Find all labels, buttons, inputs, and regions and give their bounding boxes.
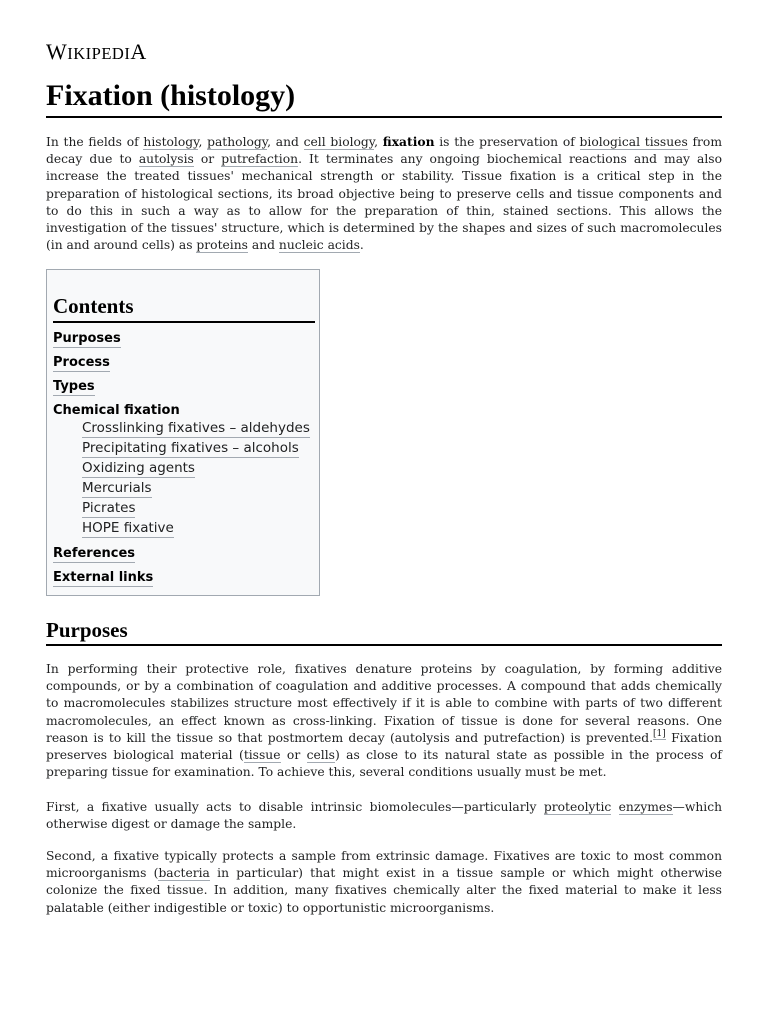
toc-subitem-oxidizing[interactable]: Oxidizing agents: [82, 460, 195, 476]
link-autolysis[interactable]: autolysis: [138, 152, 194, 167]
toc-subitem-mercurials[interactable]: Mercurials: [82, 480, 152, 496]
text: First, a fixative usually acts to disable intrinsic biomolecules—particularly: [46, 800, 544, 814]
text: in particular) that might exist in a tissue sample or which might otherwise colonize the fixed tissue. In addition, many fixatives chemically alter the fixed material to make it less palatable (either indigestible or toxic) to opportunistic microorganisms.: [46, 866, 723, 915]
toc-title: Contents: [53, 293, 315, 323]
toc-item-external-links[interactable]: External links: [53, 570, 154, 585]
text: ,: [198, 135, 208, 149]
text: Second, a fixative typically protects a sample from extrinsic damage. Fixatives are toxic to most common microorganisms (: [46, 849, 722, 881]
text: or: [280, 748, 307, 763]
text: or: [193, 152, 222, 167]
link-pathology[interactable]: pathology: [207, 135, 268, 149]
text: from decay due to: [46, 135, 722, 167]
toc-item-chemical-fixation[interactable]: Chemical fixation: [53, 403, 180, 418]
text: .: [359, 238, 364, 253]
logo-letter-w: W: [46, 39, 68, 64]
link-biological-tissues[interactable]: biological tissues: [579, 135, 688, 149]
logo-letter-a: A: [130, 39, 147, 64]
link-tissue[interactable]: tissue: [243, 748, 281, 763]
text: , and: [267, 135, 304, 149]
wikipedia-logo[interactable]: [46, 40, 147, 66]
link-cells[interactable]: cells: [306, 748, 335, 763]
link-enzymes[interactable]: enzymes: [618, 800, 673, 814]
link-cell-biology[interactable]: cell biology: [303, 135, 375, 149]
toc-subitem-precipitating[interactable]: Precipitating fixatives – alcohols: [82, 440, 299, 456]
text: In performing their protective role, fixatives denature proteins by coagulation, by forming additive compounds, or by a combination of coagulation and additive processes. A compound that adds chemically to macromolecules stabilizes structure most effectively if it is able to combine with parts of two different macromolecules, an effect known as cross-linking. Fixation of tissue is done for several reasons. One reason is to kill the tissue so that postmortem decay (autolysis and putrefaction) is prevented.: [46, 662, 722, 745]
toc-subitem-crosslinking[interactable]: Crosslinking fixatives – aldehydes: [82, 420, 310, 436]
purposes-paragraph-1: [46, 661, 722, 781]
text: is the preservation of: [434, 135, 580, 149]
toc-item-purposes[interactable]: Purposes: [53, 331, 121, 346]
text: ) as close to its natural state as possible in the process of preparing tissue for examination. To achieve this, several conditions usually must be met.: [46, 748, 722, 780]
page-title: Fixation (histology): [46, 78, 722, 118]
toc-item-process[interactable]: Process: [53, 355, 110, 370]
text: —which otherwise digest or damage the sample.: [46, 800, 722, 832]
logo-letters: IKIPEDI: [67, 44, 131, 63]
purposes-paragraph-3: [46, 848, 722, 917]
text: Fixation preserves biological material (: [46, 730, 722, 763]
link-nucleic-acids[interactable]: nucleic acids: [278, 238, 360, 253]
toc-item-types[interactable]: Types: [53, 379, 95, 394]
text: ,: [374, 135, 383, 149]
toc-subitem-hope-fixative[interactable]: HOPE fixative: [82, 520, 174, 536]
section-heading-purposes: Purposes: [46, 617, 722, 646]
text: and: [247, 238, 279, 253]
text: [611, 800, 618, 814]
term-fixation: fixation: [382, 134, 435, 149]
link-bacteria[interactable]: bacteria: [158, 866, 210, 881]
text: . It terminates any ongoing biochemical reactions and may also increase the treated tissues' mechanical strength or stability. Tissue fixation is a critical step in the preparation of histological sections, its broad objective being to preserve cells and tissue components and to do this in such a way as to allow for the preparation of thin, stained sections. This allows the investigation of the tissues' structure, which is determined by the shapes and sizes of such macromolecules (in and around cells) as: [46, 152, 722, 253]
reference-1[interactable]: [1]: [653, 728, 666, 739]
purposes-paragraph-2: [46, 799, 722, 833]
link-histology[interactable]: histology: [143, 135, 199, 149]
intro-paragraph: [46, 133, 722, 254]
link-proteolytic[interactable]: proteolytic: [543, 800, 612, 814]
table-of-contents: [46, 269, 320, 596]
link-proteins[interactable]: proteins: [196, 238, 248, 253]
link-putrefaction[interactable]: putrefaction: [221, 152, 299, 167]
toc-subitem-picrates[interactable]: Picrates: [82, 500, 136, 516]
text: In the fields of: [46, 135, 144, 149]
toc-item-references[interactable]: References: [53, 546, 136, 561]
